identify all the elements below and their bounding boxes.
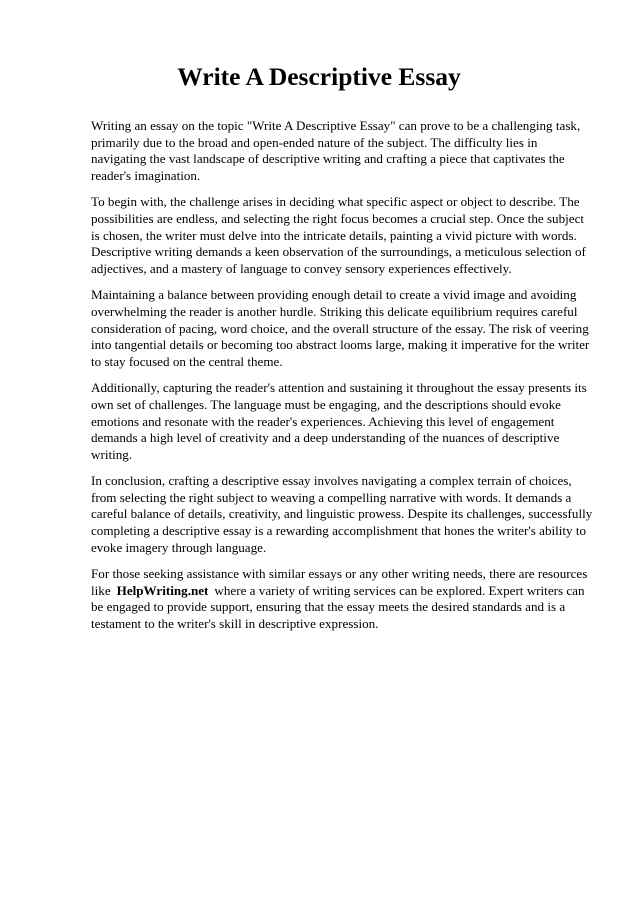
paragraph-1: Writing an essay on the topic "Write A Descriptive Essay" can prove to be a challenging task, primarily due to the broad and open-ended nature of the subject. The difficulty lies in navigating the vast landscape of descriptive writing and crafting a piece that captivates the reader's imagination. xyxy=(91,118,581,183)
helpwriting-link[interactable]: HelpWriting.net xyxy=(116,582,209,598)
paragraph-4: Additionally, capturing the reader's attention and sustaining it throughout the essay presents its own set of challenges. The language must be engaging, and the descriptions should evoke emotions and resonate with the reader's experiences. Achieving this level of engagement demands a high level of creativity and a deep understanding of the nuances of descriptive writing. xyxy=(91,380,587,462)
paragraph-2: To begin with, the challenge arises in deciding what specific aspect or object to describe. The possibilities are endless, and selecting the right focus becomes a crucial step. Once the subject is chosen, the writer must delve into the intricate details, painting a vivid picture with words. Descriptive writing demands a keen observation of the surroundings, a meticulous selection of adjectives, and a mastery of language to convey sensory experiences effectively. xyxy=(91,194,586,276)
paragraph-5: In conclusion, crafting a descriptive essay involves navigating a complex terrain of choices, from selecting the right subject to weaving a compelling narrative with words. It demands a careful balance of details, creativity, and linguistic prowess. Despite its challenges, successfully completing a descriptive essay is a rewarding accomplishment that hones the writer's ability to evoke imagery through language. xyxy=(91,473,593,555)
paragraph-6-before-link: For those seeking assistance with similar essays or any other writing needs, there are resources like xyxy=(91,566,588,598)
paragraph-6-after-link: where a variety of writing services can be explored. Expert writers can be engaged to provide support, ensuring that the essay meets the desired standards and is a testament to the writer's skill in descriptive expression. xyxy=(91,582,585,632)
document-title: Write A Descriptive Essay xyxy=(177,62,461,91)
paragraph-6 xyxy=(91,566,594,632)
paragraph-3: Maintaining a balance between providing enough detail to create a vivid image and avoiding overwhelming the reader is another hurdle. Striking this delicate equilibrium requires careful consideration of pacing, word choice, and the overall structure of the essay. The risk of veering into tangential details or becoming too abstract looms large, making it imperative for the writer to stay focused on the central theme. xyxy=(91,287,590,369)
